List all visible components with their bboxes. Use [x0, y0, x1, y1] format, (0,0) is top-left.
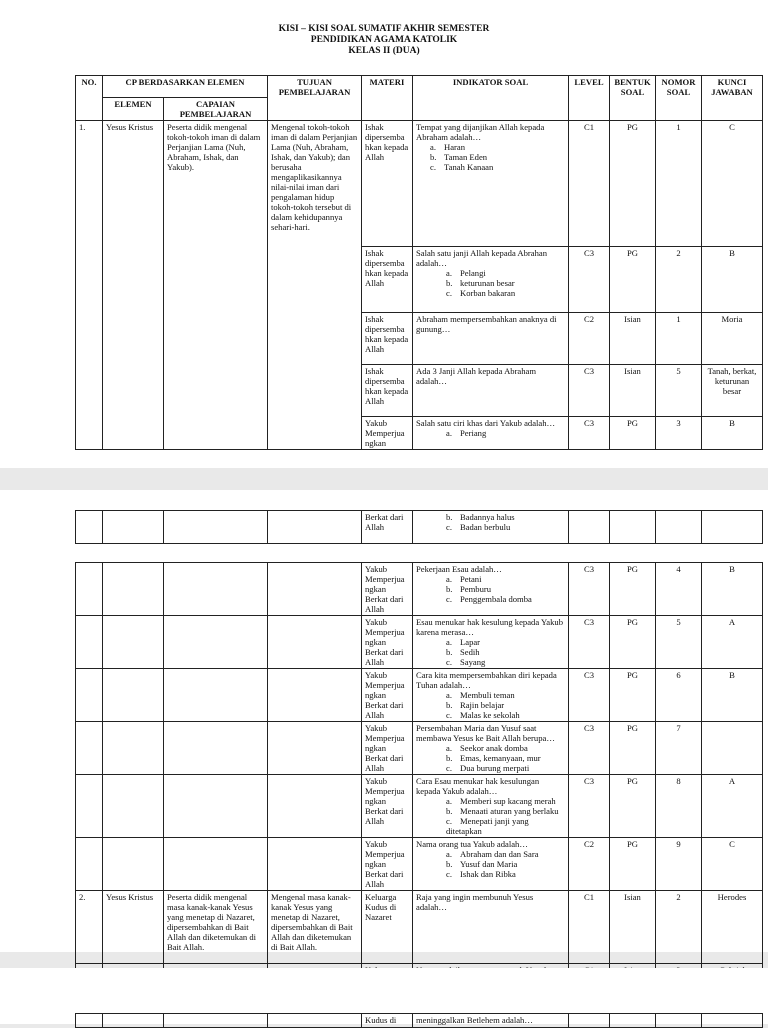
cell-level: C3 — [569, 775, 610, 838]
cell-level: C1 — [569, 891, 610, 964]
option-marker: c. — [446, 763, 452, 773]
cell-kunci: B — [702, 247, 763, 313]
cell-nomor: 2 — [656, 891, 702, 964]
cell-indikator: meninggalkan Betlehem adalah… — [413, 1014, 569, 1028]
option-marker: a. — [446, 796, 452, 806]
option-marker: b. — [446, 512, 453, 522]
option-marker: a. — [446, 268, 452, 278]
cell-kunci: Herodes — [702, 891, 763, 964]
col-header-level: LEVEL — [569, 76, 610, 121]
cell-materi: Yakub Memperjua ngkan Berkat dari Allah — [362, 616, 413, 669]
option-text: Petani — [460, 574, 482, 584]
cell-nomor: 3 — [656, 417, 702, 450]
cell-indikator — [413, 247, 569, 313]
cell-bentuk: PG — [610, 563, 656, 616]
cell-indikator — [413, 616, 569, 669]
cell-level: C3 — [569, 669, 610, 722]
kisi-table-page-1 — [75, 75, 763, 450]
cell-elemen — [103, 511, 164, 544]
table-row — [76, 616, 763, 669]
cell-indikator — [413, 511, 569, 544]
option-marker: b. — [446, 806, 453, 816]
cell-materi: Yakub Memperjua ngkan Berkat dari Allah — [362, 838, 413, 891]
cell-kunci: B — [702, 417, 763, 450]
table-row — [76, 669, 763, 722]
col-header-nomor: NOMOR SOAL — [656, 76, 702, 121]
cell-bentuk: Isian — [610, 313, 656, 365]
kisi-table-page-3 — [75, 1013, 763, 1028]
cell-kunci — [702, 722, 763, 775]
option-marker: a. — [446, 743, 452, 753]
cell-elemen: Yesus Kristus — [103, 891, 164, 964]
question-text: Tempat yang dijanjikan Allah kepada Abraham adalah… — [416, 122, 545, 142]
option-marker: c. — [446, 816, 452, 826]
kisi-table-page-2-body — [75, 562, 763, 977]
cell-no — [76, 511, 103, 544]
cell-tujuan — [268, 511, 362, 544]
cell-bentuk: PG — [610, 775, 656, 838]
cell-kunci — [702, 511, 763, 544]
option-text: Lapar — [460, 637, 481, 647]
option-text: Taman Eden — [444, 152, 488, 162]
cell-bentuk: PG — [610, 669, 656, 722]
cell-bentuk: PG — [610, 247, 656, 313]
option-marker: b. — [446, 753, 453, 763]
cell-level: C3 — [569, 417, 610, 450]
cell-materi: Ishak dipersemba hkan kepada Allah — [362, 313, 413, 365]
cell-indikator — [413, 722, 569, 775]
question-text: Pekerjaan Esau adalah… — [416, 564, 502, 574]
option-marker: a. — [446, 690, 452, 700]
cell-nomor: 8 — [656, 775, 702, 838]
header-class: KELAS II (DUA) — [348, 46, 420, 56]
cell-level: C3 — [569, 563, 610, 616]
option-marker: a. — [446, 849, 452, 859]
option-marker: a. — [446, 637, 452, 647]
table-row — [76, 891, 763, 964]
cell-nomor — [656, 511, 702, 544]
option-text: keturunan besar — [460, 278, 515, 288]
cell-indikator — [413, 775, 569, 838]
table-row — [76, 722, 763, 775]
kisi-table-page-2 — [75, 510, 763, 544]
question-text: Cara Esau menukar hak kesulungan kepada Yakub adalah… — [416, 776, 540, 796]
option-marker: c. — [446, 522, 452, 532]
cell-materi: Kudus di — [362, 1014, 413, 1028]
option-text: Ishak dan Ribka — [460, 869, 516, 879]
cell-nomor: 1 — [656, 121, 702, 247]
question-text: Salah satu ciri khas dari Yakub adalah… — [416, 418, 556, 428]
cell-capaian: Peserta didik mengenal masa kanak-kanak Yesus yang menetap di Nazaret, dipersembahkan di Bait Allah dan diketemukan di Bait Allah. — [164, 891, 268, 964]
cell-bentuk — [610, 511, 656, 544]
cell-materi: Berkat dari Allah — [362, 511, 413, 544]
option-text: Periang — [460, 428, 487, 438]
option-marker: a. — [446, 574, 452, 584]
question-text: Esau menukar hak kesulung kepada Yakub karena merasa… — [416, 617, 564, 637]
cell-level: C3 — [569, 247, 610, 313]
question-text: Ada 3 Janji Allah kepada Abraham adalah… — [416, 366, 537, 386]
col-header-tujuan: TUJUAN PEMBELAJARAN — [268, 76, 362, 121]
option-marker: b. — [446, 584, 453, 594]
option-text: Membuli teman — [460, 690, 515, 700]
table-row — [76, 511, 763, 544]
option-marker: c. — [446, 869, 452, 879]
option-text: Abraham dan dan Sara — [460, 849, 539, 859]
cell-level: C3 — [569, 365, 610, 417]
option-marker: b. — [446, 647, 453, 657]
cell-nomor: 5 — [656, 365, 702, 417]
option-text: Yusuf dan Maria — [460, 859, 518, 869]
option-marker: c. — [446, 594, 452, 604]
cell-nomor: 1 — [656, 313, 702, 365]
option-text: Menepati janji yang ditetapkan — [446, 816, 529, 836]
cell-bentuk: PG — [610, 417, 656, 450]
option-text: Korban bakaran — [460, 288, 516, 298]
document-page-1 — [0, 0, 768, 468]
col-header-bentuk: BENTUK SOAL — [610, 76, 656, 121]
option-text: Tanah Kanaan — [444, 162, 494, 172]
cell-tujuan: Mengenal masa kanak-kanak Yesus yang menetap di Nazaret, dipersembahkan di Bait Allah dan diketemukan di Bait Allah. — [268, 891, 362, 964]
cell-kunci: C — [702, 838, 763, 891]
option-marker: c. — [430, 162, 436, 172]
cell-capaian: Peserta didik mengenal tokoh-tokoh iman di dalam Perjanjian Lama (Nuh, Abraham, Ishak, dan Yakub). — [164, 121, 268, 450]
cell-materi: Yakub Memperjua ngkan Berkat dari Allah — [362, 563, 413, 616]
option-marker: b. — [430, 152, 437, 162]
cell-materi: Ishak dipersemba hkan kepada Allah — [362, 365, 413, 417]
cell-bentuk: PG — [610, 121, 656, 247]
cell-nomor: 9 — [656, 838, 702, 891]
option-text: Rajin belajar — [460, 700, 505, 710]
cell-kunci: B — [702, 563, 763, 616]
cell-level: C3 — [569, 722, 610, 775]
cell-indikator — [413, 669, 569, 722]
option-text: Haran — [444, 142, 465, 152]
question-text: Raja yang ingin membunuh Yesus adalah… — [416, 892, 534, 912]
option-marker: b. — [446, 700, 453, 710]
cell-materi: Yakub Memperjua ngkan Berkat dari Allah — [362, 669, 413, 722]
option-marker: b. — [446, 278, 453, 288]
cell-level: C1 — [569, 121, 610, 247]
question-text: Nama orang tua Yakub adalah… — [416, 839, 528, 849]
option-marker: c. — [446, 710, 452, 720]
cell-kunci: A — [702, 775, 763, 838]
cell-nomor: 2 — [656, 247, 702, 313]
cell-indikator — [413, 838, 569, 891]
option-marker: c. — [446, 288, 452, 298]
option-marker: c. — [446, 657, 452, 667]
cell-materi: Ishak dipersemba hkan kepada Allah — [362, 247, 413, 313]
cell-indikator — [413, 417, 569, 450]
cell-level: C2 — [569, 838, 610, 891]
col-header-no: NO. — [76, 76, 103, 121]
col-header-cp: CP BERDASARKAN ELEMEN — [103, 76, 268, 98]
document-page-2 — [0, 490, 768, 952]
cell-tujuan: Mengenal tokoh-tokoh iman di dalam Perjanjian Lama (Nuh, Abraham, Ishak, dan Yakub); dan berusaha mengaplikasikannya nilai-nilai iman dari pengalaman hidup tokoh-tokoh tersebut di dalam kehidupannya sehari-hari. — [268, 121, 362, 450]
cell-materi: Keluarga Kudus di Nazaret — [362, 891, 413, 964]
option-text: Pemburu — [460, 584, 492, 594]
cell-bentuk: PG — [610, 838, 656, 891]
cell-no: 2. — [76, 891, 103, 964]
cell-materi: Ishak dipersemba hkan kepada Allah — [362, 121, 413, 247]
option-text: Dua burung merpati — [460, 763, 530, 773]
cell-kunci: C — [702, 121, 763, 247]
cell-level: C3 — [569, 616, 610, 669]
cell-materi: Yakub Memperjua ngkan Berkat dari Allah — [362, 722, 413, 775]
question-text: Cara kita mempersembahkan diri kepada Tuhan adalah… — [416, 670, 557, 690]
header-subject: PENDIDIKAN AGAMA KATOLIK — [310, 35, 458, 45]
option-text: Menaati aturan yang berlaku — [460, 806, 559, 816]
cell-capaian — [164, 511, 268, 544]
cell-nomor: 7 — [656, 722, 702, 775]
option-text: Malas ke sekolah — [460, 710, 520, 720]
cell-nomor: 6 — [656, 669, 702, 722]
option-marker: b. — [446, 859, 453, 869]
cell-bentuk: Isian — [610, 365, 656, 417]
col-header-capaian: CAPAIAN PEMBELAJARAN — [164, 98, 268, 121]
cell-materi: Yakub Memperjua ngkan — [362, 417, 413, 450]
option-text: Badan berbulu — [460, 522, 511, 532]
cell-level: C2 — [569, 313, 610, 365]
cell-bentuk: PG — [610, 722, 656, 775]
option-text: Seekor anak domba — [460, 743, 528, 753]
document-page-3 — [0, 968, 768, 1024]
document-header — [0, 24, 768, 57]
cell-indikator — [413, 563, 569, 616]
col-header-elemen: ELEMEN — [103, 98, 164, 121]
question-text: Persembahan Maria dan Yusuf saat membawa Yesus ke Bait Allah berupa… — [416, 723, 555, 743]
cell-indikator — [413, 891, 569, 964]
table-row — [76, 563, 763, 616]
option-text: Penggembala domba — [460, 594, 532, 604]
table-row — [76, 121, 763, 247]
option-text: Sedih — [460, 647, 480, 657]
option-text: Memberi sup kacang merah — [460, 796, 556, 806]
col-header-kunci: KUNCI JAWABAN — [702, 76, 763, 121]
option-text: Emas, kemanyaan, mur — [460, 753, 541, 763]
cell-indikator — [413, 313, 569, 365]
option-text: Sayang — [460, 657, 486, 667]
col-header-indikator: INDIKATOR SOAL — [413, 76, 569, 121]
cell-nomor: 5 — [656, 616, 702, 669]
cell-kunci: B — [702, 669, 763, 722]
cell-level — [569, 511, 610, 544]
cell-no: 1. — [76, 121, 103, 450]
cell-kunci: A — [702, 616, 763, 669]
question-text: Salah satu janji Allah kepada Abrahan adalah… — [416, 248, 548, 268]
header-title: KISI – KISI SOAL SUMATIF AKHIR SEMESTER — [278, 24, 490, 34]
table-row — [76, 838, 763, 891]
col-header-materi: MATERI — [362, 76, 413, 121]
cell-bentuk: Isian — [610, 891, 656, 964]
option-marker: a. — [430, 142, 436, 152]
cell-indikator — [413, 121, 569, 247]
cell-kunci: Moria — [702, 313, 763, 365]
option-marker: a. — [446, 428, 452, 438]
option-text: Pelangi — [460, 268, 486, 278]
cell-nomor: 4 — [656, 563, 702, 616]
cell-elemen: Yesus Kristus — [103, 121, 164, 450]
cell-materi: Yakub Memperjua ngkan Berkat dari Allah — [362, 775, 413, 838]
table-row — [76, 1014, 763, 1028]
cell-kunci: Tanah, berkat, keturunan besar — [702, 365, 763, 417]
option-text: Badannya halus — [460, 512, 515, 522]
table-row — [76, 775, 763, 838]
cell-bentuk: PG — [610, 616, 656, 669]
question-text: Abraham mempersembahkan anaknya di gunung… — [416, 314, 557, 334]
cell-indikator — [413, 365, 569, 417]
